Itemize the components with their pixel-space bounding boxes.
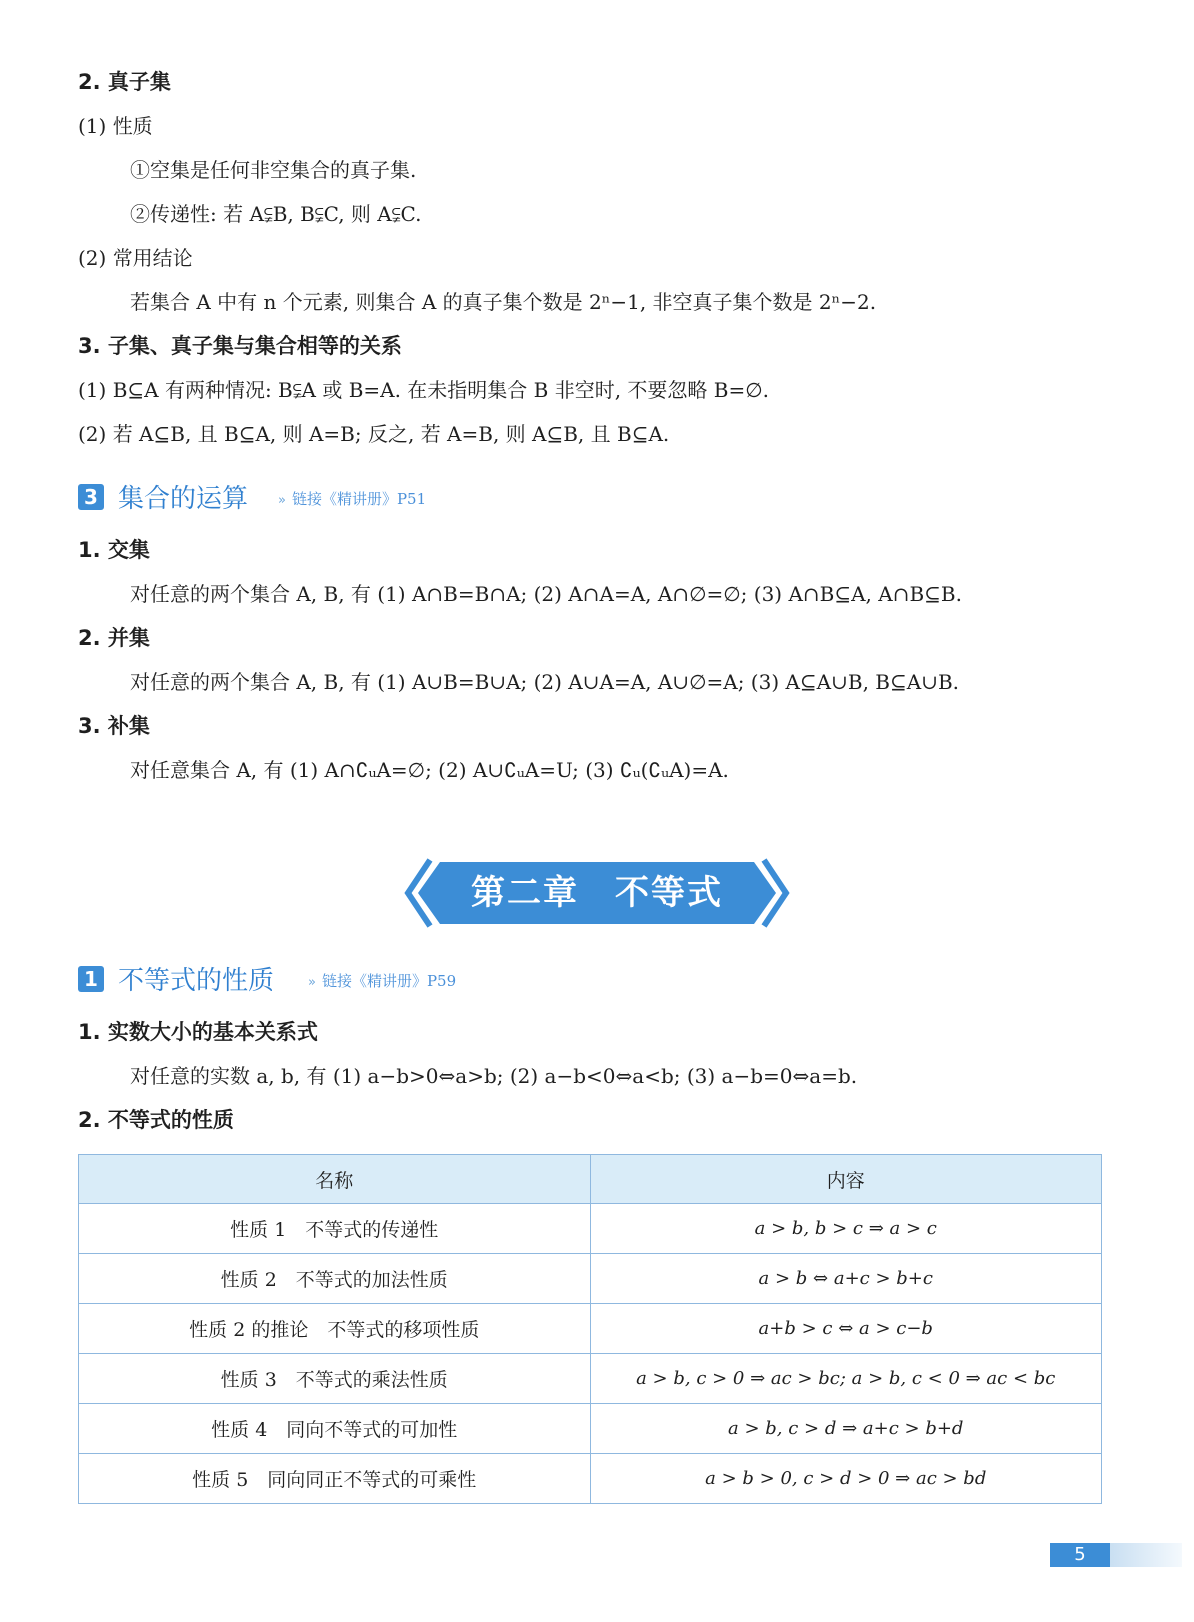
page-number-decoration <box>1110 1543 1182 1567</box>
table-row <box>79 1454 1102 1504</box>
complement-heading: 3. 补集 <box>78 714 150 738</box>
section1-title: 不等式的性质 <box>118 966 275 996</box>
section3-link[interactable] <box>278 488 426 509</box>
section3-number-badge: 3 <box>78 484 104 510</box>
section1-number-badge: 1 <box>78 966 104 992</box>
relation-heading: 3. 子集、真子集与集合相等的关系 <box>78 334 402 358</box>
table-cell-content: a > b, c > d ⇒ a+c > b+d <box>590 1404 1102 1454</box>
table-cell-name: 性质 1 不等式的传递性 <box>79 1204 591 1254</box>
intersection-text: 对任意的两个集合 A, B, 有 (1) A∩B=B∩A; (2) A∩A=A, A∩∅=∅; (3) A∩B⊆A, A∩B⊆B. <box>130 582 962 606</box>
table-cell-name: 性质 2 的推论 不等式的移项性质 <box>79 1304 591 1354</box>
table-header-content: 内容 <box>590 1155 1102 1204</box>
table-cell-name: 性质 5 同向同正不等式的可乘性 <box>79 1454 591 1504</box>
chapter-title: 第二章 不等式 <box>471 873 723 913</box>
union-heading: 2. 并集 <box>78 626 150 650</box>
intersection-heading: 1. 交集 <box>78 538 150 562</box>
double-chevron-icon: » <box>278 493 286 508</box>
table-cell-content: a+b > c ⇔ a > c−b <box>590 1304 1102 1354</box>
table-row <box>79 1304 1102 1354</box>
table-cell-content: a > b, b > c ⇒ a > c <box>590 1204 1102 1254</box>
table-row <box>79 1354 1102 1404</box>
page-number: 5 <box>1050 1543 1110 1567</box>
section3-link-text: 链接《精讲册》P51 <box>291 490 427 508</box>
table-cell-content: a > b, c > 0 ⇒ ac > bc; a > b, c < 0 ⇒ ac < bc <box>590 1354 1102 1404</box>
table-header-name: 名称 <box>79 1155 591 1204</box>
proper-subset-sub2: (2) 常用结论 <box>78 246 193 270</box>
chapter-banner <box>400 858 794 928</box>
complement-text: 对任意集合 A, 有 (1) A∩∁ᵤA=∅; (2) A∪∁ᵤA=U; (3) ∁ᵤ(∁ᵤA)=A. <box>130 758 729 782</box>
real-number-heading: 1. 实数大小的基本关系式 <box>78 1020 318 1044</box>
table-cell-content: a > b ⇔ a+c > b+c <box>590 1254 1102 1304</box>
table-row <box>79 1204 1102 1254</box>
proper-subset-conclusion: 若集合 A 中有 n 个元素, 则集合 A 的真子集个数是 2ⁿ−1, 非空真子集个数是 2ⁿ−2. <box>130 290 877 314</box>
inequality-properties-table <box>78 1154 1102 1504</box>
table-cell-content: a > b > 0, c > d > 0 ⇒ ac > bd <box>590 1454 1102 1504</box>
table-row <box>79 1254 1102 1304</box>
real-number-text: 对任意的实数 a, b, 有 (1) a−b>0⇔a>b; (2) a−b<0⇔a<b; (3) a−b=0⇔a=b. <box>130 1064 858 1088</box>
relation-line1: (1) B⊆A 有两种情况: B⫋A 或 B=A. 在未指明集合 B 非空时, 不要忽略 B=∅. <box>78 378 770 402</box>
union-text: 对任意的两个集合 A, B, 有 (1) A∪B=B∪A; (2) A∪A=A, A∪∅=A; (3) A⊆A∪B, B⊆A∪B. <box>130 670 960 694</box>
table-cell-name: 性质 4 同向不等式的可加性 <box>79 1404 591 1454</box>
table-cell-name: 性质 3 不等式的乘法性质 <box>79 1354 591 1404</box>
table-row <box>79 1404 1102 1454</box>
proper-subset-item2: ②传递性: 若 A⫋B, B⫋C, 则 A⫋C. <box>130 202 422 226</box>
double-chevron-icon: » <box>308 975 316 990</box>
inequality-properties-heading: 2. 不等式的性质 <box>78 1108 234 1132</box>
section1-link[interactable] <box>308 970 456 991</box>
proper-subset-item1: ①空集是任何非空集合的真子集. <box>130 158 417 182</box>
section3-title: 集合的运算 <box>118 484 249 514</box>
proper-subset-sub1: (1) 性质 <box>78 114 153 138</box>
relation-line2: (2) 若 A⊆B, 且 B⊆A, 则 A=B; 反之, 若 A=B, 则 A⊆B, 且 B⊆A. <box>78 422 670 446</box>
table-cell-name: 性质 2 不等式的加法性质 <box>79 1254 591 1304</box>
proper-subset-heading: 2. 真子集 <box>78 70 171 94</box>
section1-link-text: 链接《精讲册》P59 <box>321 972 457 990</box>
table-header-row <box>79 1155 1102 1204</box>
